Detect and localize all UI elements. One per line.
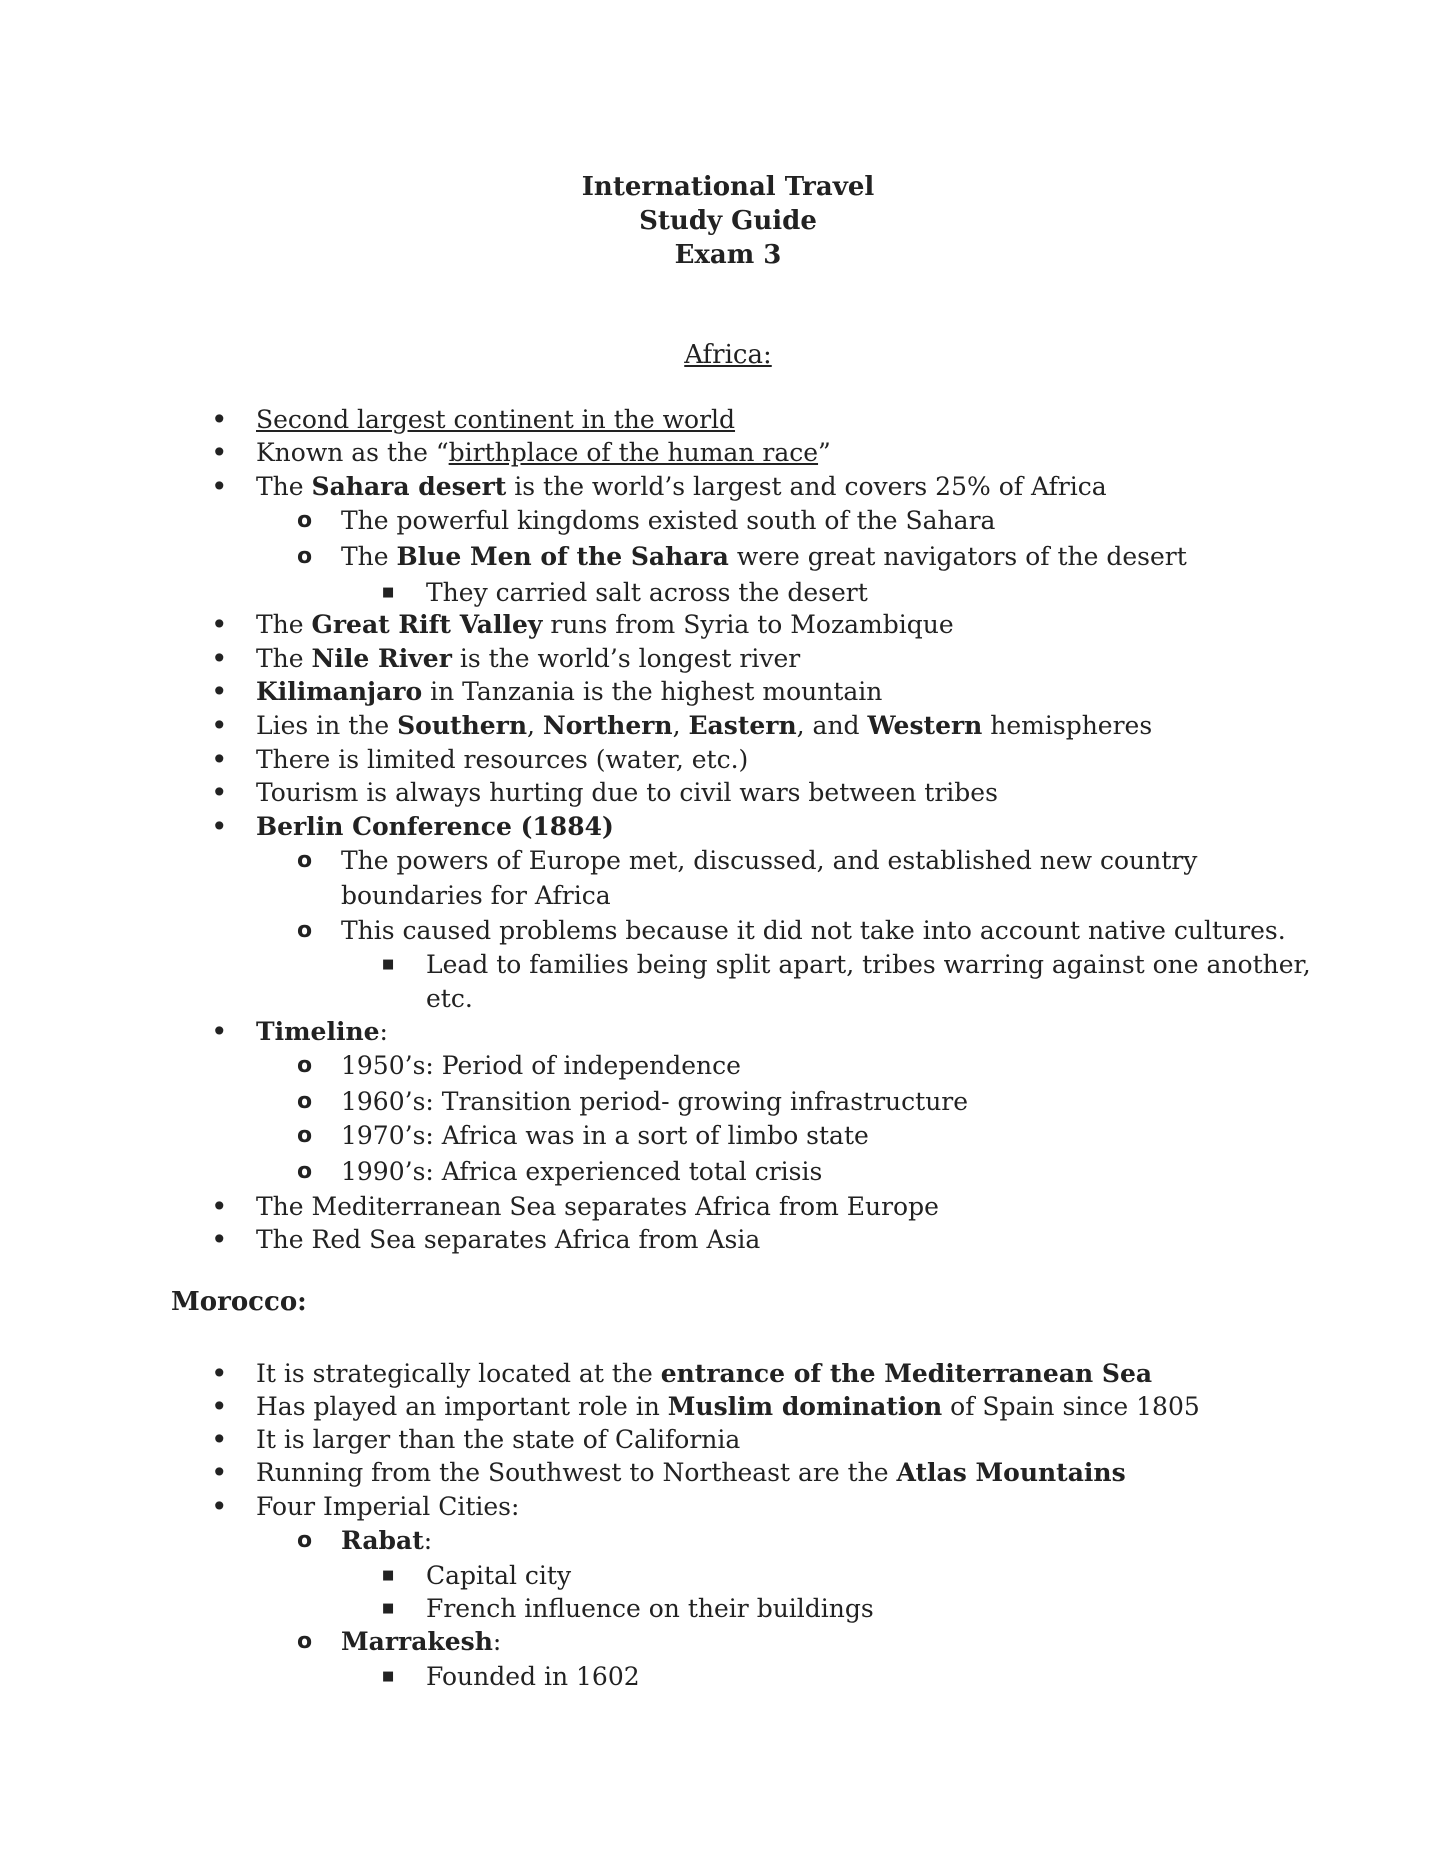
africa-item-berlin-conference: Berlin Conference (1884) bbox=[256, 812, 614, 841]
rabat-capital: Capital city bbox=[426, 1561, 572, 1590]
rabat-french-influence: French influence on their buildings bbox=[426, 1594, 874, 1623]
morocco-item-atlas: Running from the Southwest to Northeast are the Atlas Mountains bbox=[256, 1458, 1126, 1487]
marrakesh-founded: Founded in 1602 bbox=[426, 1662, 640, 1691]
morocco-city-marrakesh: Marrakesh: bbox=[341, 1627, 502, 1656]
square-bullet-icon: ■ bbox=[382, 1669, 395, 1684]
circle-bullet-icon: o bbox=[297, 848, 313, 873]
africa-subitem-problems: This caused problems because it did not take into account native cultures. bbox=[341, 916, 1286, 945]
timeline-1950s: 1950’s: Period of independence bbox=[341, 1051, 741, 1080]
africa-item-second-largest: Second largest continent in the world bbox=[256, 405, 736, 434]
title-line-course: International Travel bbox=[581, 172, 875, 202]
circle-bullet-icon: o bbox=[297, 1528, 313, 1553]
bullet-icon bbox=[211, 812, 228, 843]
bullet-icon bbox=[211, 644, 228, 675]
bullet-icon bbox=[211, 1225, 228, 1256]
bullet-icon bbox=[211, 472, 228, 503]
africa-subitem-blue-men: The Blue Men of the Sahara were great navigators of the desert bbox=[341, 542, 1187, 571]
bullet-icon bbox=[211, 1492, 228, 1523]
africa-subitem-powers-line2: boundaries for Africa bbox=[341, 881, 611, 910]
bullet-icon bbox=[211, 1425, 228, 1456]
circle-bullet-icon: o bbox=[297, 1123, 313, 1148]
africa-subitem-kingdoms: The powerful kingdoms existed south of the Sahara bbox=[341, 506, 996, 535]
circle-bullet-icon: o bbox=[297, 544, 313, 569]
square-bullet-icon: ■ bbox=[382, 957, 395, 972]
morocco-item-muslim: Has played an important role in Muslim domination of Spain since 1805 bbox=[256, 1392, 1200, 1421]
document-title bbox=[0, 170, 1456, 272]
bullet-icon bbox=[211, 1359, 228, 1390]
bullet-icon bbox=[211, 711, 228, 742]
circle-bullet-icon: o bbox=[297, 1629, 313, 1654]
africa-subsubitem-families-line2: etc. bbox=[426, 984, 473, 1013]
square-bullet-icon: ■ bbox=[382, 585, 395, 600]
africa-item-resources: There is limited resources (water, etc.) bbox=[256, 745, 749, 774]
title-line-guide: Study Guide bbox=[639, 206, 817, 236]
morocco-heading: Morocco: bbox=[171, 1287, 307, 1317]
africa-item-timeline: Timeline: bbox=[256, 1017, 388, 1046]
morocco-city-rabat: Rabat: bbox=[341, 1526, 433, 1555]
africa-item-nile: The Nile River is the world’s longest river bbox=[256, 644, 801, 673]
africa-item-kilimanjaro: Kilimanjaro in Tanzania is the highest mountain bbox=[256, 677, 883, 706]
circle-bullet-icon: o bbox=[297, 508, 313, 533]
africa-item-birthplace: Known as the “birthplace of the human race” bbox=[256, 438, 831, 467]
circle-bullet-icon: o bbox=[297, 1159, 313, 1184]
bullet-icon bbox=[211, 1392, 228, 1423]
bullet-icon bbox=[211, 405, 228, 436]
square-bullet-icon: ■ bbox=[382, 1568, 395, 1583]
morocco-item-strategic: It is strategically located at the entrance of the Mediterranean Sea bbox=[256, 1359, 1153, 1388]
timeline-1970s: 1970’s: Africa was in a sort of limbo state bbox=[341, 1121, 869, 1150]
africa-subsubitem-salt: They carried salt across the desert bbox=[426, 578, 868, 607]
square-bullet-icon: ■ bbox=[382, 1601, 395, 1616]
africa-item-tourism: Tourism is always hurting due to civil wars between tribes bbox=[256, 778, 998, 807]
timeline-1990s: 1990’s: Africa experienced total crisis bbox=[341, 1157, 823, 1186]
africa-item-rift-valley: The Great Rift Valley runs from Syria to Mozambique bbox=[256, 610, 954, 639]
bullet-icon bbox=[211, 778, 228, 809]
africa-subsubitem-families-line1: Lead to families being split apart, tribes warring against one another, bbox=[426, 950, 1311, 979]
bullet-icon bbox=[211, 438, 228, 469]
circle-bullet-icon: o bbox=[297, 1053, 313, 1078]
africa-item-mediterranean: The Mediterranean Sea separates Africa from Europe bbox=[256, 1192, 939, 1221]
bullet-icon bbox=[211, 1192, 228, 1223]
circle-bullet-icon: o bbox=[297, 918, 313, 943]
title-line-exam: Exam 3 bbox=[674, 240, 782, 270]
morocco-item-california: It is larger than the state of California bbox=[256, 1425, 741, 1454]
bullet-icon bbox=[211, 745, 228, 776]
bullet-icon bbox=[211, 1017, 228, 1048]
timeline-1960s: 1960’s: Transition period- growing infrastructure bbox=[341, 1087, 969, 1116]
africa-subitem-powers-line1: The powers of Europe met, discussed, and established new country bbox=[341, 846, 1198, 875]
africa-heading: Africa: bbox=[684, 340, 772, 370]
bullet-icon bbox=[211, 610, 228, 641]
circle-bullet-icon: o bbox=[297, 1089, 313, 1114]
bullet-icon bbox=[211, 1458, 228, 1489]
africa-item-sahara: The Sahara desert is the world’s largest and covers 25% of Africa bbox=[256, 472, 1107, 501]
morocco-item-imperial-cities: Four Imperial Cities: bbox=[256, 1492, 520, 1521]
bullet-icon bbox=[211, 677, 228, 708]
africa-item-red-sea: The Red Sea separates Africa from Asia bbox=[256, 1225, 761, 1254]
birthplace-underlined: birthplace of the human race bbox=[448, 438, 819, 467]
africa-item-hemispheres: Lies in the Southern, Northern, Eastern, and Western hemispheres bbox=[256, 711, 1153, 740]
